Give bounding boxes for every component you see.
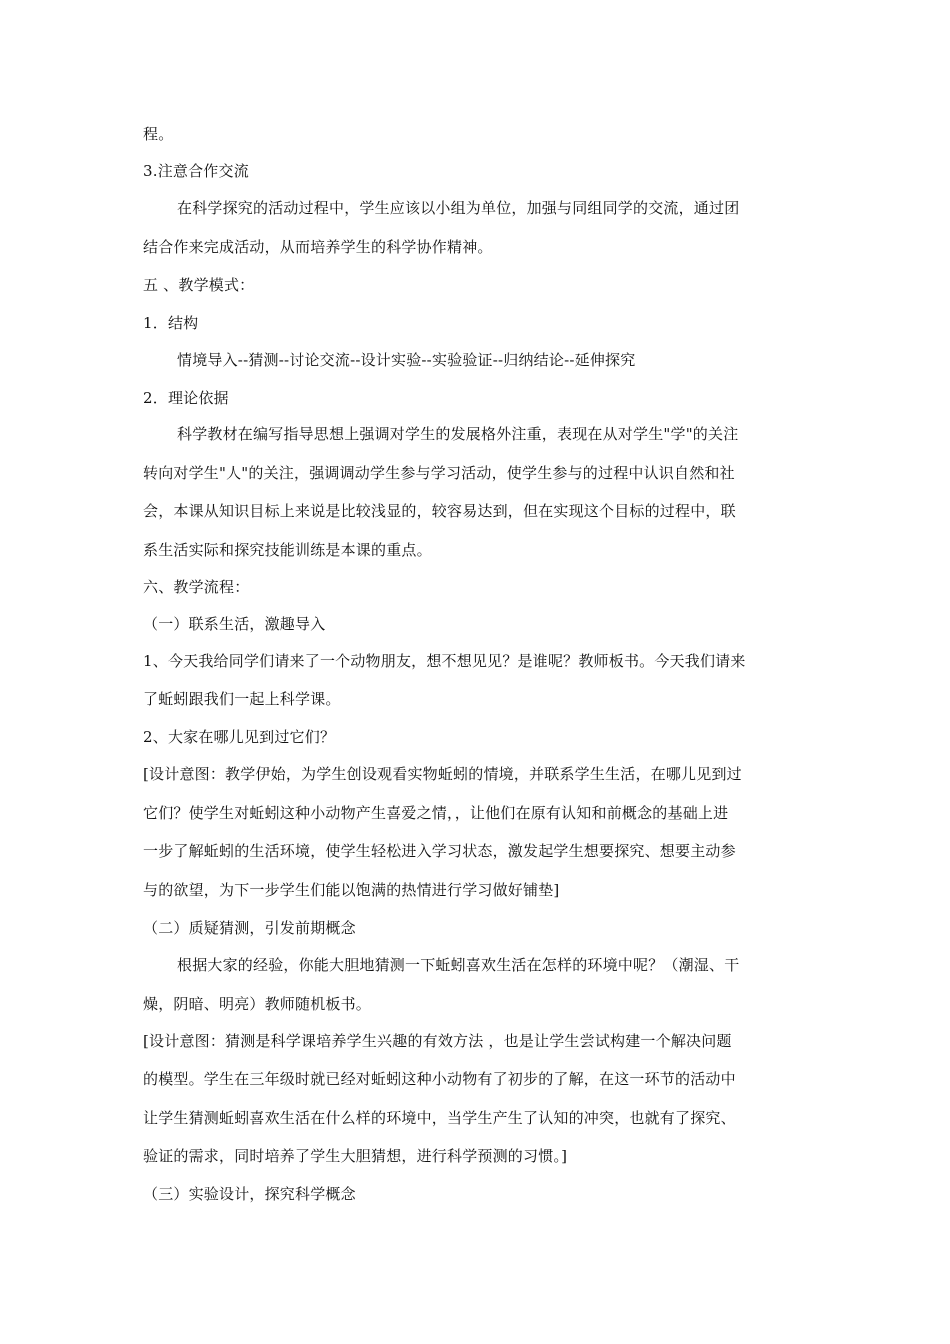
paragraph-line: 与的欲望，为下一步学生们能以饱满的热情进行学习做好铺垫] (143, 881, 560, 899)
section-heading: （三）实验设计，探究科学概念 (143, 1185, 356, 1203)
paragraph-line: 科学教材在编写指导思想上强调对学生的发展格外注重，表现在从对学生"学"的关注 (177, 425, 739, 443)
section-heading: 2．理论依据 (143, 389, 229, 407)
paragraph-line: 会，本课从知识目标上来说是比较浅显的，较容易达到，但在实现这个目标的过程中，联 (143, 502, 736, 520)
text-line: 程。 (143, 125, 174, 143)
paragraph-line: 1、今天我给同学们请来了一个动物朋友，想不想见见？是谁呢？教师板书。今天我们请来 (143, 652, 746, 670)
section-heading: （一）联系生活，激趣导入 (143, 615, 326, 633)
paragraph-line: [设计意图：教学伊始，为学生创设观看实物蚯蚓的情境，并联系学生生活，在哪儿见到过 (143, 765, 742, 783)
paragraph-line: 根据大家的经验，你能大胆地猜测一下蚯蚓喜欢生活在怎样的环境中呢？（潮湿、干 (177, 956, 740, 974)
paragraph-line: 验证的需求，同时培养了学生大胆猜想，进行科学预测的习惯。] (143, 1147, 568, 1165)
section-heading: 五 、教学模式： (143, 276, 255, 294)
paragraph-line: 2、大家在哪儿见到过它们？ (143, 728, 336, 746)
paragraph-line: [设计意图：猜测是科学课培养学生兴趣的有效方法 ，也是让学生尝试构建一个解决问题 (143, 1032, 732, 1050)
section-heading: （二）质疑猜测，引发前期概念 (143, 919, 356, 937)
paragraph-line: 燥，阴暗、明亮）教师随机板书。 (143, 995, 372, 1013)
section-heading: 六、教学流程： (143, 578, 250, 596)
section-heading: 1．结构 (143, 314, 199, 332)
section-heading: 3.注意合作交流 (143, 162, 249, 180)
paragraph-line: 的模型。学生在三年级时就已经对蚯蚓这种小动物有了初步的了解，在这一环节的活动中 (143, 1070, 736, 1088)
paragraph-line: 结合作来完成活动，从而培养学生的科学协作精神。 (143, 238, 493, 256)
paragraph-line: 了蚯蚓跟我们一起上科学课。 (143, 690, 341, 708)
paragraph-line: 系生活实际和探究技能训练是本课的重点。 (143, 541, 432, 559)
paragraph-line: 在科学探究的活动过程中，学生应该以小组为单位，加强与同组同学的交流，通过团 (177, 199, 740, 217)
paragraph-line: 让学生猜测蚯蚓喜欢生活在什么样的环境中，当学生产生了认知的冲突，也就有了探究、 (143, 1109, 736, 1127)
paragraph-line: 它们？使学生对蚯蚓这种小动物产生喜爱之情，，让他们在原有认知和前概念的基础上进 (143, 804, 729, 822)
paragraph-line: 转向对学生"人"的关注，强调调动学生参与学习活动，使学生参与的过程中认识自然和社 (143, 464, 735, 482)
paragraph-line: 一步了解蚯蚓的生活环境，使学生轻松进入学习状态，激发起学生想要探究、想要主动参 (143, 842, 736, 860)
paragraph-line: 情境导入--猜测--讨论交流--设计实验--实验验证--归纳结论--延伸探究 (177, 351, 636, 369)
